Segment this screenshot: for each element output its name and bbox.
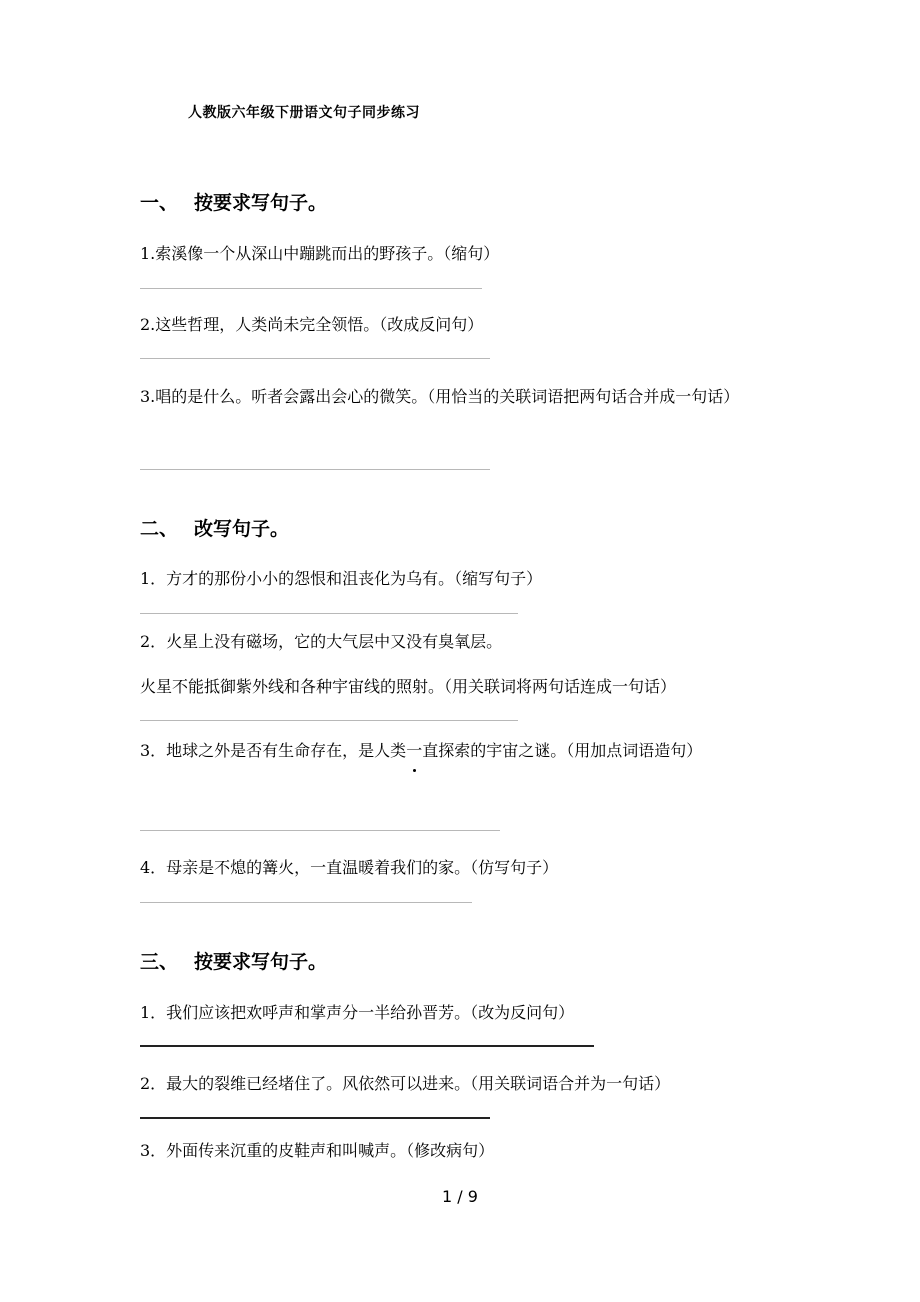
answer-line[interactable] bbox=[140, 1117, 490, 1119]
question-2-2-line2: 火星不能抵御紫外线和各种宇宙线的照射。（用关联词将两句话连成一句话） bbox=[140, 677, 677, 696]
section-number: 二、 bbox=[140, 518, 179, 540]
document-title: 人教版六年级下册语文句子同步练习 bbox=[188, 105, 420, 121]
answer-line[interactable] bbox=[140, 1045, 594, 1047]
question-text: 直探索的宇宙之谜。（用加点词语造句） bbox=[422, 741, 703, 760]
answer-line[interactable] bbox=[140, 613, 518, 614]
section-number: 三、 bbox=[140, 951, 179, 973]
question-2-4: 4．母亲是不熄的篝火，一直温暖着我们的家。（仿写句子） bbox=[140, 858, 559, 877]
section-title: 改写句子。 bbox=[194, 518, 290, 540]
question-3-2: 2．最大的裂维已经堵住了。风依然可以进来。（用关联词语合并为一句话） bbox=[140, 1074, 671, 1093]
section-heading-2 bbox=[140, 514, 289, 541]
answer-line[interactable] bbox=[140, 469, 490, 470]
question-2-1: 1．方才的那份小小的怨恨和沮丧化为乌有。（缩写句子） bbox=[140, 569, 543, 588]
section-heading-3 bbox=[140, 947, 327, 974]
answer-line[interactable] bbox=[140, 830, 500, 831]
question-3-1: 1．我们应该把欢呼声和掌声分一半给孙晋芳。（改为反问句） bbox=[140, 1003, 575, 1022]
section-number: 一、 bbox=[140, 192, 179, 214]
question-3-3: 3．外面传来沉重的皮鞋声和叫喊声。（修改病句） bbox=[140, 1141, 495, 1160]
question-2-3 bbox=[140, 734, 780, 768]
question-1-1: 1.索溪像一个从深山中蹦跳而出的野孩子。（缩句） bbox=[140, 244, 500, 263]
question-text: 3．地球之外是否有生命存在，是人类 bbox=[140, 741, 407, 760]
answer-line[interactable] bbox=[140, 358, 490, 359]
section-title: 按要求写句子。 bbox=[194, 192, 328, 214]
answer-line[interactable] bbox=[140, 902, 472, 903]
section-heading-1 bbox=[140, 188, 327, 215]
question-2-2-line1: 2．火星上没有磁场，它的大气层中又没有臭氧层。 bbox=[140, 632, 503, 651]
answer-line[interactable] bbox=[140, 288, 482, 289]
question-1-3: 3.唱的是什么。听者会露出会心的微笑。（用恰当的关联词语把两句话合并成一句话） bbox=[140, 387, 740, 406]
page-number: 1 / 9 bbox=[442, 1187, 478, 1206]
answer-line[interactable] bbox=[140, 720, 518, 721]
emphasized-word: 一 bbox=[406, 734, 422, 768]
section-title: 按要求写句子。 bbox=[194, 951, 328, 973]
question-1-2: 2.这些哲理，人类尚未完全领悟。（改成反问句） bbox=[140, 315, 484, 334]
